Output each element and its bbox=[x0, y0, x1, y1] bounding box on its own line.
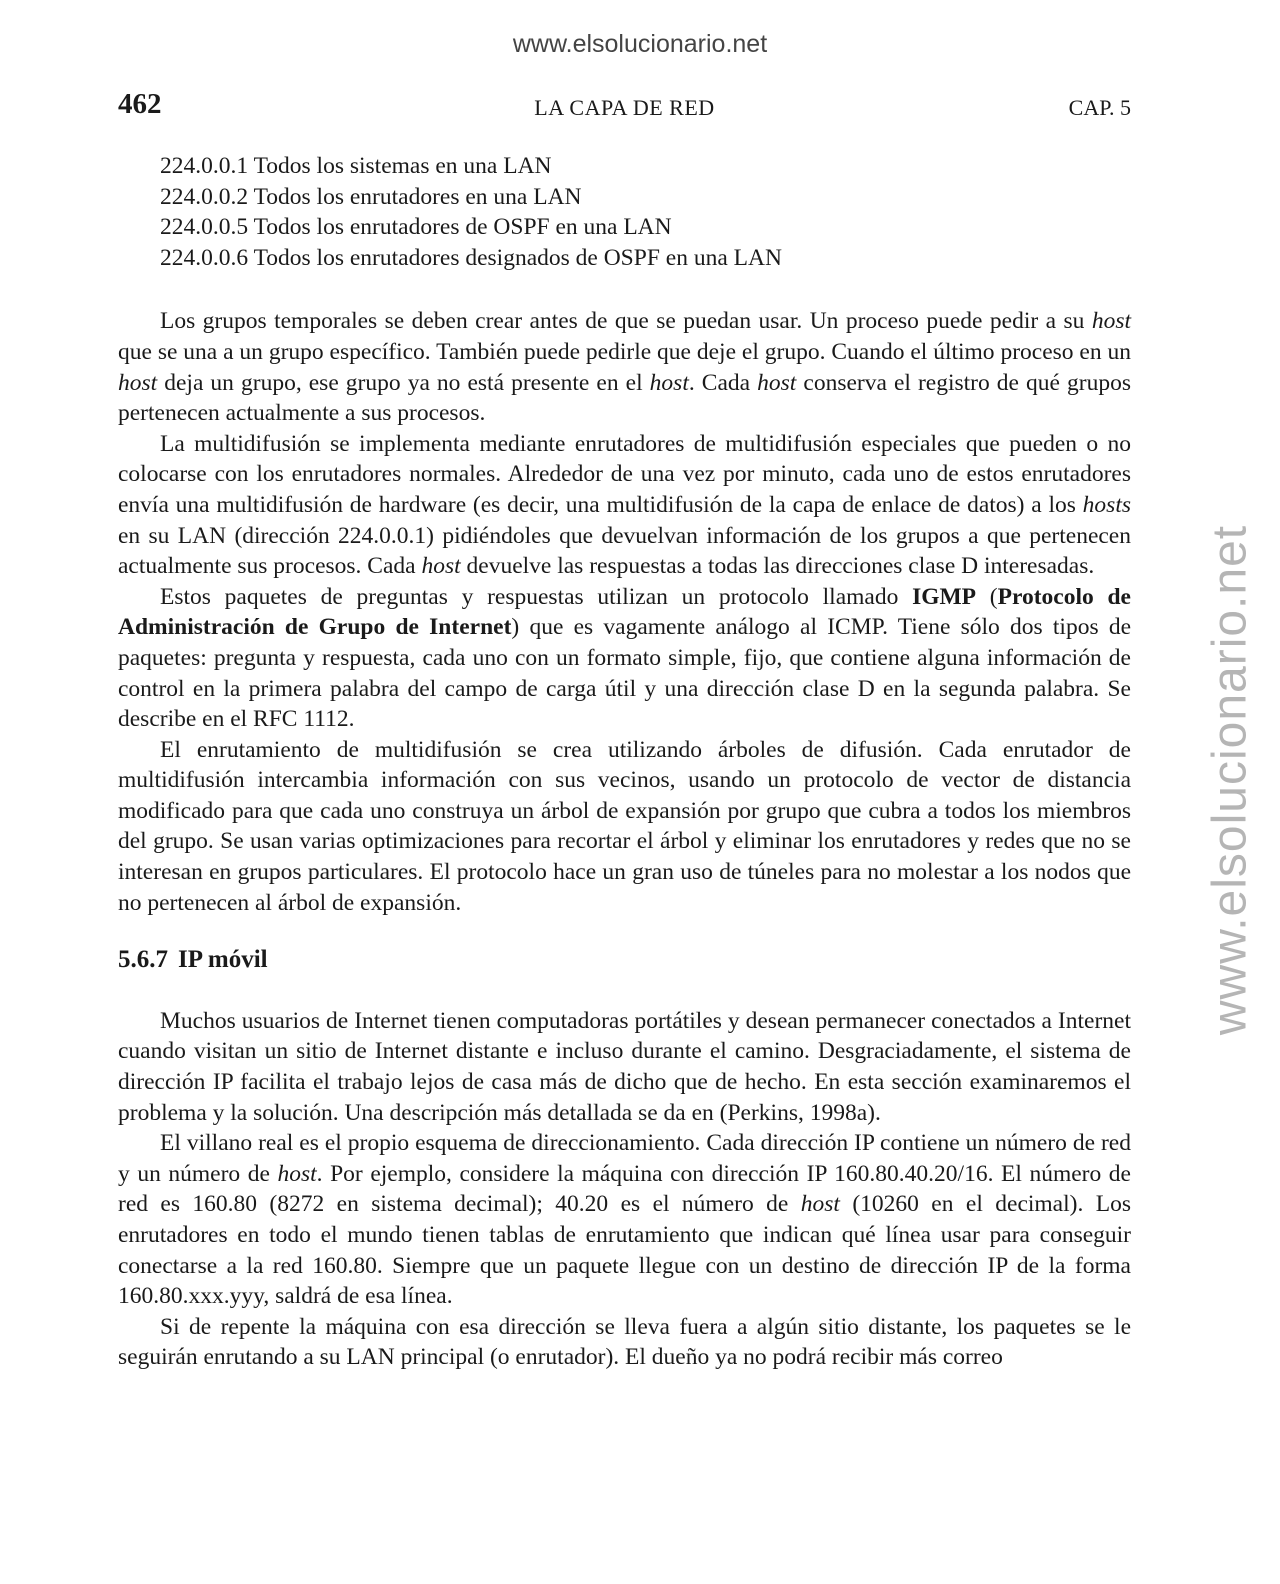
running-section-title: LA CAPA DE RED bbox=[534, 95, 715, 120]
list-item: 224.0.0.5 Todos los enrutadores de OSPF en una LAN bbox=[160, 214, 672, 241]
paragraph-multicast-routing: El enrutamiento de multidifusión se crea utilizando árboles de difusión. Cada enrutador de multidifusión intercambia información con sus vecinos, usando un protocolo de vector de distancia modificado para que cada uno construya un árbol de expansión por grupo que cubra a todos los miembros del grupo. Se usan varias optimizaciones para recortar el árbol y eliminar los enrutadores y redes que no se interesan en grupos particulares. El protocolo hace un gran uso de túneles para no molestar a los nodos que no pertenecen al árbol de expansión. bbox=[118, 736, 1131, 916]
body-text bbox=[118, 306, 1131, 1373]
list-item: 224.0.0.1 Todos los sistemas en una LAN bbox=[160, 153, 552, 179]
section-heading bbox=[118, 945, 1131, 976]
paragraph-temporary-groups: Los grupos temporales se deben crear antes de que se puedan usar. Un proceso puede pedir a su host que se una a un grupo específico. También puede pedirle que deje el grupo. Cuando el último proceso en un host deja un grupo, ese grupo ya no está presente en el host. Cada host conserva el registro de qué grupos pertenecen actualmente a sus procesos. bbox=[118, 308, 1131, 427]
paragraph-addressing-scheme: El villano real es el propio esquema de direccionamiento. Cada dirección IP contiene un número de red y un número de host. Por ejemplo, considere la máquina con dirección IP 160.80.40.20/16. El número de red es 160.80 (8272 en sistema decimal); 40.20 es el número de host (10260 en el decimal). Los enrutadores en todo el mundo tienen tablas de enrutamiento que indican qué línea usar para conseguir conectarse a la red 160.80. Siempre que un paquete llegue con un destino de dirección IP de la forma 160.80.xxx.yyy, saldrá de esa línea. bbox=[118, 1130, 1131, 1310]
multicast-address-list bbox=[160, 151, 1131, 273]
section-title: IP móvil bbox=[178, 946, 268, 974]
watermark-url: www.elsolucionario.net bbox=[512, 30, 768, 58]
side-watermark-url: www.elsolucionario.net bbox=[1203, 524, 1257, 1036]
paragraph-mobile-users: Muchos usuarios de Internet tienen computadoras portátiles y desean permanecer conectados a Internet cuando visitan un sitio de Internet distante e incluso durante el camino. Desgraciadamente, el sistema de dirección IP facilita el trabajo lejos de casa más de dicho que de hecho. En esta sección examinaremos el problema y la solución. Una descripción más detallada se da en (Perkins, 1998a). bbox=[118, 1007, 1131, 1126]
section-number: 5.6.7 bbox=[118, 946, 168, 974]
paragraph-igmp: Estos paquetes de preguntas y respuestas utilizan un protocolo llamado IGMP (Protocolo de Administración de Grupo de Internet) que es vagamente análogo al ICMP. Tiene sólo dos tipos de paquetes: pregunta y respuesta, cada uno con un formato simple, fijo, que contiene alguna información de control en la primera palabra del campo de carga útil y una dirección clase D en la segunda palabra. Se describe en el RFC 1112. bbox=[118, 583, 1132, 733]
list-item: 224.0.0.2 Todos los enrutadores en una LAN bbox=[160, 183, 582, 210]
paragraph-multicast-routers: La multidifusión se implementa mediante enrutadores de multidifusión especiales que pueden o no colocarse con los enrutadores normales. Alrededor de una vez por minuto, cada uno de estos enrutadores envía una multidifusión de hardware (es decir, una multidifusión de la capa de enlace de datos) a los hosts en su LAN (dirección 224.0.0.1) pidiéndoles que devuelvan información de los grupos a que pertenecen actualmente sus procesos. Cada host devuelve las respuestas a todas las direcciones clase D interesadas. bbox=[118, 430, 1131, 580]
page-number: 462 bbox=[118, 88, 162, 120]
paragraph-machine-moved: Si de repente la máquina con esa dirección se lleva fuera a algún sitio distante, los paquetes se le seguirán enrutando a su LAN principal (o enrutador). El dueño ya no podrá recibir más correo bbox=[118, 1313, 1131, 1371]
running-header bbox=[118, 88, 1131, 128]
chapter-label: CAP. 5 bbox=[1068, 95, 1131, 120]
list-item: 224.0.0.6 Todos los enrutadores designados de OSPF en una LAN bbox=[160, 244, 782, 271]
book-page bbox=[118, 88, 1131, 1373]
